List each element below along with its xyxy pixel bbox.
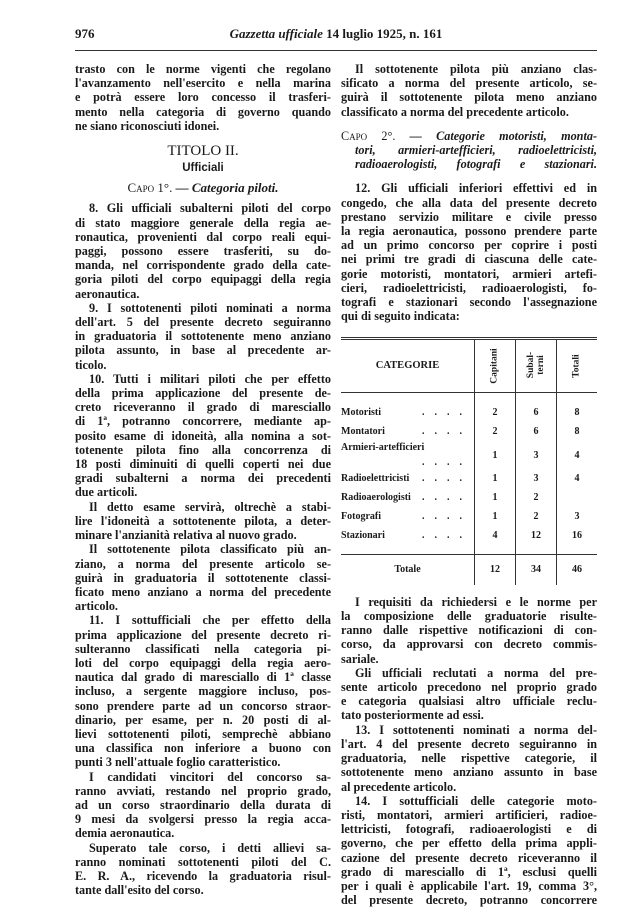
gazette-title bbox=[75, 26, 597, 42]
text-line bbox=[341, 723, 597, 737]
line-text: grado di maresciallo di 1ª, esclusi quelli bbox=[341, 864, 597, 879]
line-text: ronautica, provenienti dal corpo reali equi- bbox=[75, 229, 331, 244]
line-text: 9 mesi da svolgersi presso la regia acca- bbox=[75, 812, 331, 827]
category-name: Armieri-artefficieri bbox=[341, 442, 425, 454]
total-value: 46 bbox=[557, 554, 598, 585]
header-label: Subal- terni bbox=[526, 352, 546, 379]
value-cell: 3 bbox=[557, 508, 598, 527]
chapter-label: Capo 1°. bbox=[127, 180, 173, 196]
left-column bbox=[75, 62, 331, 897]
text-line bbox=[75, 599, 331, 613]
table-row bbox=[341, 527, 597, 546]
text-line bbox=[75, 400, 331, 414]
paragraph bbox=[341, 666, 597, 723]
line-text: nautica dal grado di maresciallo di 1ª classe bbox=[75, 670, 331, 685]
text-line bbox=[75, 642, 331, 656]
text-line bbox=[341, 765, 597, 779]
chapter-title: — Categoria piloti. bbox=[175, 180, 279, 196]
article-number: 9. bbox=[89, 300, 99, 315]
value-cell bbox=[557, 489, 598, 508]
line-text: gorie motoristi, montatori, armieri artefi- bbox=[341, 266, 597, 281]
line-text: I requisiti da richiedersi e le norme per bbox=[355, 594, 597, 609]
line-text: punti 3 nell'attuale foglio caratteristico. bbox=[75, 755, 281, 770]
text-line bbox=[75, 826, 331, 840]
right-top-text bbox=[341, 62, 597, 119]
text-line bbox=[75, 514, 331, 528]
value-cell: 8 bbox=[557, 393, 598, 423]
article-number: 11. bbox=[89, 613, 104, 628]
text-line bbox=[75, 855, 331, 869]
value-cell: 6 bbox=[516, 393, 557, 423]
text-line bbox=[341, 708, 597, 722]
line-text: tografi e stazionari secondo l'assegnazione bbox=[341, 295, 597, 310]
line-text: lettricisti, fotografi, radioaerologisti e di bbox=[341, 822, 597, 837]
article-paragraph bbox=[75, 301, 331, 372]
line-text: Tutti i militari piloti che per effetto bbox=[113, 371, 331, 386]
article-number: 10. bbox=[89, 371, 105, 386]
text-line bbox=[341, 623, 597, 637]
line-text: cieri, radioelettricisti, radioaerologisti, fo- bbox=[341, 280, 597, 295]
leader-dots: .... bbox=[422, 511, 472, 523]
article-paragraph bbox=[75, 372, 331, 500]
line-text: ranno avviati, restando nel proprio grado, bbox=[75, 783, 331, 798]
table-row bbox=[341, 489, 597, 508]
line-text: pilota assunto, in base al precedente ar- bbox=[75, 343, 331, 358]
text-line bbox=[75, 287, 331, 301]
text-line bbox=[341, 822, 597, 836]
total-label-cell bbox=[341, 554, 475, 585]
line-text: Il detto esame servirà, oltrechè a stabi- bbox=[89, 499, 331, 514]
article-paragraph bbox=[75, 201, 331, 300]
text-line bbox=[75, 755, 331, 769]
text-line bbox=[75, 656, 331, 670]
line-text: guirà in graduatoria il sottotenente classi- bbox=[75, 570, 331, 585]
line-text: per i quali è applicabile l'art. 19, comma 3°, bbox=[341, 878, 597, 893]
text-line bbox=[75, 76, 331, 90]
line-text: in graduatoria il sottotenente meno anziano bbox=[75, 329, 331, 344]
line-text: mento nella categoria di governo quando bbox=[75, 104, 331, 119]
category-name: Radioelettricisti bbox=[341, 473, 410, 485]
line-text: al precedente articolo. bbox=[341, 779, 457, 794]
text-line bbox=[75, 216, 331, 230]
text-line bbox=[341, 652, 597, 666]
text-line bbox=[75, 258, 331, 272]
text-line bbox=[75, 713, 331, 727]
value-cell: 1 bbox=[475, 489, 516, 508]
line-text: ranno dalle rispettive notificazioni di con- bbox=[341, 623, 597, 638]
article-number: 8. bbox=[89, 201, 99, 216]
text-line bbox=[341, 181, 597, 195]
text-line bbox=[341, 210, 597, 224]
value-cell: 6 bbox=[516, 422, 557, 441]
text-line bbox=[341, 267, 597, 281]
text-line bbox=[341, 281, 597, 295]
article-number: 12. bbox=[355, 181, 371, 196]
header-label: Capitani bbox=[490, 348, 500, 385]
line-text: governo, che per effetto della prima appli- bbox=[341, 836, 597, 851]
line-text: tato posteriormente ad essi. bbox=[341, 708, 484, 723]
article-12-text bbox=[341, 181, 597, 323]
line-text: Gli ufficiali inferiori effettivi ed in bbox=[381, 181, 597, 196]
line-text: paggi, possono essere trasferiti, su do- bbox=[75, 244, 331, 259]
chapter-title-line: tori, armieri-artefficieri, radioelettricisti, bbox=[355, 143, 597, 158]
text-line bbox=[75, 741, 331, 755]
value-cell: 8 bbox=[557, 422, 598, 441]
article-paragraph bbox=[341, 181, 597, 323]
line-text: minare l'anzianità relativa al nuovo grado. bbox=[75, 528, 297, 543]
line-text: loti del corpo equipaggi della regia aero- bbox=[75, 655, 331, 670]
line-text: cazione del presente decreto riceveranno il bbox=[341, 850, 597, 865]
value-cell: 4 bbox=[557, 441, 598, 469]
text-line bbox=[75, 358, 331, 372]
header-totali bbox=[557, 339, 598, 393]
text-line bbox=[75, 414, 331, 428]
value-cell: 2 bbox=[516, 508, 557, 527]
paragraph bbox=[75, 841, 331, 898]
line-text: la regia aeronautica, possono prendere parte bbox=[341, 224, 597, 239]
chapter-label: Capo 2°. bbox=[341, 128, 396, 143]
category-name: Montatori bbox=[341, 425, 385, 437]
line-text: e categoria qualsiasi altro ufficiale reclu- bbox=[341, 694, 597, 709]
leader-dots: .... bbox=[422, 425, 472, 437]
text-line bbox=[75, 628, 331, 642]
text-line bbox=[341, 595, 597, 609]
line-text: ad un primo concorso per coprire i posti bbox=[341, 238, 597, 253]
right-bottom-text bbox=[341, 595, 597, 907]
category-cell bbox=[341, 508, 475, 527]
paragraph bbox=[75, 542, 331, 613]
line-text: manda, nel corrispondente grado della cate- bbox=[75, 258, 331, 273]
header-rule bbox=[75, 50, 597, 51]
text-line bbox=[75, 613, 331, 627]
total-value: 34 bbox=[516, 554, 557, 585]
paragraph bbox=[341, 595, 597, 666]
value-cell: 4 bbox=[475, 527, 516, 546]
line-text: I sottufficiali che per effetto della bbox=[115, 613, 331, 628]
text-line bbox=[341, 794, 597, 808]
line-text: nei primi tre gradi di ciascuna delle cate- bbox=[341, 252, 597, 267]
category-name: Radioaerologisti bbox=[341, 492, 411, 504]
text-line bbox=[341, 893, 597, 907]
text-line bbox=[75, 812, 331, 826]
line-text: prima applicazione del presente decreto ri- bbox=[75, 627, 331, 642]
leader-dots: .... bbox=[422, 406, 472, 418]
text-line bbox=[341, 309, 597, 323]
text-line bbox=[341, 238, 597, 252]
text-line bbox=[75, 386, 331, 400]
text-line bbox=[341, 295, 597, 309]
line-text: posito esame di idoneità, alla nomina a sot- bbox=[75, 428, 331, 443]
text-line bbox=[75, 201, 331, 215]
chapter-title-line: radioaerologisti, fotografi e stazionari. bbox=[355, 157, 597, 172]
leader-dots: .... bbox=[422, 530, 472, 542]
section-heading: Ufficiali bbox=[182, 162, 224, 175]
line-text: guirà il sottotenente pilota meno anziano bbox=[341, 90, 597, 105]
line-text: ficato meno anziano a norma del precedente bbox=[75, 584, 331, 599]
line-text: Superato tale corso, i detti allievi sa- bbox=[89, 840, 331, 855]
value-cell: 3 bbox=[516, 470, 557, 489]
text-line bbox=[341, 90, 597, 104]
text-line bbox=[75, 571, 331, 585]
category-cell bbox=[341, 422, 475, 441]
line-text: ranno nominati sottotenenti piloti del C. bbox=[75, 854, 331, 869]
text-line bbox=[341, 751, 597, 765]
line-text: sulteranno classificati nella categoria pi- bbox=[75, 641, 331, 656]
line-text: sottotenente meno anziano assunto in base bbox=[341, 765, 597, 780]
leader-dots: .... bbox=[422, 492, 472, 504]
title-heading: TITOLO II. bbox=[167, 143, 239, 160]
line-text: I sottotenenti nominati a norma del- bbox=[379, 722, 598, 737]
category-name: Motoristi bbox=[341, 406, 381, 418]
text-line bbox=[341, 637, 597, 651]
line-text: Il sottotenente pilota più anziano clas- bbox=[355, 62, 597, 76]
text-line bbox=[75, 457, 331, 471]
value-cell: 1 bbox=[475, 508, 516, 527]
text-line bbox=[341, 836, 597, 850]
issue-date: 14 luglio 1925, n. 161 bbox=[326, 26, 443, 41]
paragraph bbox=[75, 770, 331, 841]
line-text: qui di seguito indicata: bbox=[341, 309, 460, 324]
line-text: risti, montatori, armieri artificieri, radioe- bbox=[341, 807, 597, 822]
line-text: Gli ufficiali reclutati a norma del pre- bbox=[355, 665, 597, 680]
text-line bbox=[75, 329, 331, 343]
text-line bbox=[341, 224, 597, 238]
table-row bbox=[341, 422, 597, 441]
text-line bbox=[75, 62, 331, 76]
article-number: 13. bbox=[355, 722, 371, 737]
line-text: aeronautica. bbox=[75, 286, 140, 301]
line-text: articolo. bbox=[75, 599, 118, 614]
value-cell: 3 bbox=[516, 441, 557, 469]
text-line bbox=[75, 272, 331, 286]
text-line bbox=[75, 542, 331, 556]
text-line bbox=[341, 808, 597, 822]
line-text: incluso, a sergente maggiore incluso, pos- bbox=[75, 684, 331, 699]
article-number: 14. bbox=[355, 793, 371, 808]
line-text: goria piloti del corpo equipaggi della regia bbox=[75, 272, 331, 287]
text-line bbox=[75, 90, 331, 104]
value-cell: 1 bbox=[475, 441, 516, 469]
line-text: E. R. A., ricevendo la graduatoria risul- bbox=[75, 868, 331, 883]
category-cell bbox=[341, 489, 475, 508]
category-cell bbox=[341, 527, 475, 546]
text-line bbox=[341, 196, 597, 210]
text-line bbox=[341, 62, 597, 76]
text-line bbox=[341, 252, 597, 266]
line-text: di 1ª, potranno concorrere, mediante ap- bbox=[75, 414, 331, 429]
spacer-row bbox=[341, 546, 597, 555]
table-row bbox=[341, 441, 597, 469]
text-line bbox=[75, 798, 331, 812]
text-line bbox=[75, 443, 331, 457]
value-cell: 2 bbox=[475, 422, 516, 441]
value-cell: 2 bbox=[516, 489, 557, 508]
line-text: I sottotenenti piloti nominati a norma bbox=[106, 300, 332, 315]
publication-name: Gazzetta ufficiale bbox=[229, 26, 323, 41]
line-text: congedo, che alla data del presente decreto bbox=[341, 195, 597, 210]
table-row bbox=[341, 470, 597, 489]
line-text: Il sottotenente pilota classificato più an- bbox=[89, 542, 331, 557]
text-line bbox=[75, 315, 331, 329]
chapter-2-heading bbox=[341, 129, 597, 172]
text-line bbox=[75, 471, 331, 485]
category-name: Stazionari bbox=[341, 530, 385, 542]
line-text: graduatoria, nelle rispettive categorie, il bbox=[341, 751, 597, 766]
text-line bbox=[341, 680, 597, 694]
line-text: ne siano riconosciuti idonei. bbox=[75, 118, 220, 133]
categories-table bbox=[341, 337, 597, 584]
line-text: due articoli. bbox=[75, 485, 138, 500]
text-line bbox=[75, 670, 331, 684]
text-line bbox=[75, 500, 331, 514]
line-text: del presente decreto, potranno concorrere bbox=[341, 893, 597, 907]
leader-dots: .... bbox=[422, 456, 472, 468]
line-text: I candidati vincitori del concorso sa- bbox=[89, 769, 331, 784]
text-line bbox=[75, 343, 331, 357]
category-cell bbox=[341, 393, 475, 423]
line-text: una classifica non inferiore a buono con bbox=[75, 741, 331, 756]
total-value: 12 bbox=[475, 554, 516, 585]
text-line bbox=[75, 869, 331, 883]
line-text: demia aeronautica. bbox=[75, 826, 175, 841]
text-line bbox=[341, 780, 597, 794]
text-line bbox=[75, 230, 331, 244]
value-cell: 16 bbox=[557, 527, 598, 546]
text-line bbox=[75, 770, 331, 784]
text-line bbox=[341, 76, 597, 90]
text-line bbox=[75, 684, 331, 698]
text-line bbox=[75, 105, 331, 119]
text-line bbox=[341, 694, 597, 708]
line-text: Gli ufficiali subalterni piloti del corpo bbox=[106, 201, 332, 216]
line-text: lievi sottotenenti piloti, semprechè abbiano bbox=[75, 726, 331, 741]
table-row bbox=[341, 508, 597, 527]
text-line bbox=[75, 244, 331, 258]
line-text: ad un corso straordinario della durata di bbox=[75, 797, 331, 812]
table-header-row bbox=[341, 339, 597, 393]
text-line bbox=[75, 727, 331, 741]
page-number: 976 bbox=[75, 26, 95, 41]
text-line bbox=[75, 585, 331, 599]
page-header bbox=[75, 26, 597, 44]
value-cell: 2 bbox=[475, 393, 516, 423]
table-row bbox=[341, 393, 597, 423]
line-text: creto riceveranno il grado di maresciallo bbox=[75, 400, 331, 415]
line-text: sificato a norma del presente articolo, se- bbox=[341, 76, 597, 91]
text-line bbox=[341, 851, 597, 865]
line-text: totenente pilota fino alla concorrenza di bbox=[75, 442, 331, 457]
value-cell: 4 bbox=[557, 470, 598, 489]
line-text: ticolo. bbox=[75, 357, 107, 372]
line-text: sente articolo precedono nel proprio grado bbox=[341, 680, 597, 695]
line-text: prestano servizio militare e civile presso bbox=[341, 209, 597, 224]
line-text: l'art. 4 del presente decreto seguiranno in bbox=[341, 736, 597, 751]
header-label: Totali bbox=[571, 354, 582, 379]
text-line bbox=[75, 841, 331, 855]
total-label: Totale bbox=[394, 563, 421, 575]
text-line bbox=[341, 737, 597, 751]
line-text: la composizione delle graduatorie risulte- bbox=[341, 609, 597, 624]
line-text: 18 posti diminuiti di quelli coperti nei due bbox=[75, 457, 331, 472]
line-text: sariale. bbox=[341, 651, 379, 666]
category-cell bbox=[341, 441, 475, 469]
text-line bbox=[75, 699, 331, 713]
line-text: di stato maggiore generale della regia ae- bbox=[75, 215, 331, 230]
line-text: e potrà essere loro concesso il trasferi- bbox=[75, 90, 331, 105]
article-paragraph bbox=[75, 613, 331, 769]
header-categorie: CATEGORIE bbox=[375, 360, 440, 372]
line-text: della prima applicazione del presente de- bbox=[75, 386, 331, 401]
paragraph bbox=[75, 62, 331, 133]
value-cell: 12 bbox=[516, 527, 557, 546]
header-capitani bbox=[475, 339, 516, 393]
category-cell bbox=[341, 470, 475, 489]
line-text: trasto con le norme vigenti che regolano bbox=[75, 62, 331, 76]
text-line bbox=[341, 609, 597, 623]
header-subalterni bbox=[516, 339, 557, 393]
chapter-title-line: — Categorie motoristi, monta- bbox=[409, 128, 597, 143]
line-text: ziano, a norma del presente articolo se- bbox=[75, 556, 331, 571]
line-text: classificato a norma del precedente articolo. bbox=[341, 104, 569, 119]
line-text: sono prendere parte ad un concorso straor- bbox=[75, 698, 331, 713]
text-line bbox=[75, 528, 331, 542]
article-paragraph bbox=[341, 794, 597, 907]
text-line bbox=[341, 865, 597, 879]
line-text: gradi subalterni a norma dei precedenti bbox=[75, 471, 331, 486]
text-line bbox=[75, 784, 331, 798]
chapter-1-heading bbox=[75, 181, 331, 195]
line-text: corso, da approvarsi con decreto commis- bbox=[341, 637, 597, 652]
line-text: tante dall'esito del corso. bbox=[75, 883, 204, 898]
leader-dots: .... bbox=[422, 473, 472, 485]
value-cell: 1 bbox=[475, 470, 516, 489]
paragraph bbox=[75, 500, 331, 543]
text-line bbox=[75, 429, 331, 443]
text-line bbox=[75, 557, 331, 571]
text-line bbox=[75, 485, 331, 499]
text-line bbox=[75, 372, 331, 386]
line-text: lire l'idoneità a sottotenente pilota, a deter- bbox=[75, 513, 331, 528]
total-row bbox=[341, 554, 597, 585]
paragraph bbox=[341, 62, 597, 119]
right-column bbox=[341, 62, 597, 907]
category-name: Fotografi bbox=[341, 511, 381, 523]
line-text: l'avanzamento nell'esercito e nella marina bbox=[75, 76, 331, 91]
line-text: I sottufficiali delle categorie moto- bbox=[382, 793, 597, 808]
text-line bbox=[341, 879, 597, 893]
text-line bbox=[75, 883, 331, 897]
article-paragraph bbox=[341, 723, 597, 794]
text-line bbox=[341, 105, 597, 119]
text-line bbox=[75, 119, 331, 133]
text-line bbox=[341, 666, 597, 680]
line-text: dell'art. 5 del presente decreto seguiranno bbox=[75, 315, 331, 330]
line-text: dinario, per esame, per n. 20 posti di al- bbox=[75, 712, 331, 727]
text-line bbox=[75, 301, 331, 315]
